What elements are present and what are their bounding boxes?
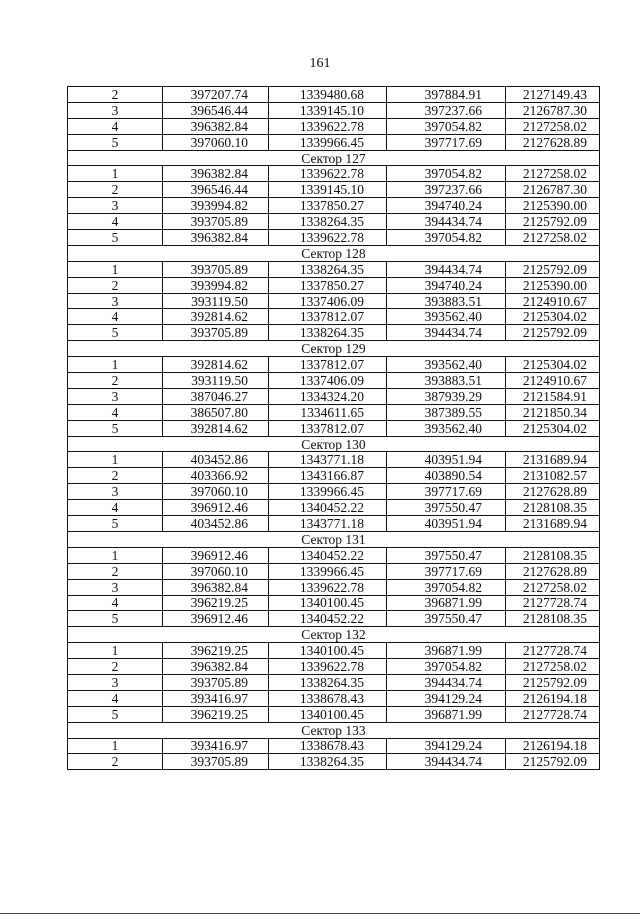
point-number-cell: 5 xyxy=(68,516,163,532)
x-coordinate-cell: 396912.46 xyxy=(163,611,269,627)
y-coordinate-cell: 1339622.78 xyxy=(269,118,387,134)
point-number-cell: 5 xyxy=(68,134,163,150)
x-coordinate-cell: 387046.27 xyxy=(163,388,269,404)
y-coordinate-alt-cell: 2127728.74 xyxy=(506,595,600,611)
y-coordinate-alt-cell: 2125390.00 xyxy=(506,277,600,293)
y-coordinate-cell: 1339966.45 xyxy=(269,484,387,500)
y-coordinate-alt-cell: 2127728.74 xyxy=(506,706,600,722)
y-coordinate-cell: 1337812.07 xyxy=(269,357,387,373)
table-row xyxy=(68,468,600,484)
point-number-cell: 2 xyxy=(68,563,163,579)
y-coordinate-alt-cell: 2126194.18 xyxy=(506,690,600,706)
x-coordinate-alt-cell: 397054.82 xyxy=(387,579,506,595)
table-row xyxy=(68,134,600,150)
x-coordinate-alt-cell: 397054.82 xyxy=(387,659,506,675)
y-coordinate-cell: 1339145.10 xyxy=(269,102,387,118)
point-number-cell: 5 xyxy=(68,611,163,627)
y-coordinate-cell: 1337850.27 xyxy=(269,277,387,293)
table-row xyxy=(68,166,600,182)
point-number-cell: 2 xyxy=(68,182,163,198)
y-coordinate-cell: 1338264.35 xyxy=(269,325,387,341)
y-coordinate-alt-cell: 2125304.02 xyxy=(506,357,600,373)
y-coordinate-cell: 1339622.78 xyxy=(269,579,387,595)
x-coordinate-alt-cell: 397717.69 xyxy=(387,563,506,579)
x-coordinate-alt-cell: 393883.51 xyxy=(387,373,506,389)
table-row xyxy=(68,102,600,118)
table-row xyxy=(68,214,600,230)
x-coordinate-alt-cell: 394434.74 xyxy=(387,754,506,770)
point-number-cell: 4 xyxy=(68,118,163,134)
x-coordinate-alt-cell: 396871.99 xyxy=(387,595,506,611)
y-coordinate-alt-cell: 2127258.02 xyxy=(506,230,600,246)
y-coordinate-alt-cell: 2128108.35 xyxy=(506,611,600,627)
point-number-cell: 3 xyxy=(68,484,163,500)
table-row xyxy=(68,547,600,563)
y-coordinate-alt-cell: 2127628.89 xyxy=(506,484,600,500)
y-coordinate-alt-cell: 2125792.09 xyxy=(506,261,600,277)
y-coordinate-cell: 1339145.10 xyxy=(269,182,387,198)
y-coordinate-cell: 1340100.45 xyxy=(269,706,387,722)
x-coordinate-alt-cell: 397717.69 xyxy=(387,134,506,150)
x-coordinate-alt-cell: 396871.99 xyxy=(387,706,506,722)
table-row xyxy=(68,388,600,404)
y-coordinate-cell: 1340452.22 xyxy=(269,500,387,516)
point-number-cell: 1 xyxy=(68,357,163,373)
table-row xyxy=(68,484,600,500)
table-row xyxy=(68,754,600,770)
y-coordinate-cell: 1339622.78 xyxy=(269,230,387,246)
point-number-cell: 3 xyxy=(68,579,163,595)
y-coordinate-alt-cell: 2125792.09 xyxy=(506,754,600,770)
table-row xyxy=(68,659,600,675)
x-coordinate-alt-cell: 394434.74 xyxy=(387,261,506,277)
sector-label: Сектор 133 xyxy=(68,722,600,738)
x-coordinate-cell: 396382.84 xyxy=(163,579,269,595)
x-coordinate-cell: 403452.86 xyxy=(163,516,269,532)
x-coordinate-alt-cell: 397884.91 xyxy=(387,87,506,103)
x-coordinate-alt-cell: 394129.24 xyxy=(387,690,506,706)
y-coordinate-cell: 1338264.35 xyxy=(269,261,387,277)
point-number-cell: 3 xyxy=(68,198,163,214)
point-number-cell: 2 xyxy=(68,659,163,675)
x-coordinate-alt-cell: 397054.82 xyxy=(387,230,506,246)
sector-header-row xyxy=(68,436,600,452)
x-coordinate-cell: 396912.46 xyxy=(163,500,269,516)
point-number-cell: 4 xyxy=(68,595,163,611)
x-coordinate-cell: 393994.82 xyxy=(163,198,269,214)
x-coordinate-cell: 396546.44 xyxy=(163,102,269,118)
x-coordinate-cell: 393705.89 xyxy=(163,674,269,690)
y-coordinate-cell: 1338678.43 xyxy=(269,690,387,706)
x-coordinate-cell: 392814.62 xyxy=(163,309,269,325)
y-coordinate-cell: 1339966.45 xyxy=(269,134,387,150)
y-coordinate-alt-cell: 2126787.30 xyxy=(506,182,600,198)
y-coordinate-alt-cell: 2126787.30 xyxy=(506,102,600,118)
table-row xyxy=(68,516,600,532)
x-coordinate-cell: 393416.97 xyxy=(163,738,269,754)
point-number-cell: 2 xyxy=(68,468,163,484)
point-number-cell: 4 xyxy=(68,309,163,325)
x-coordinate-cell: 393416.97 xyxy=(163,690,269,706)
x-coordinate-cell: 392814.62 xyxy=(163,357,269,373)
x-coordinate-alt-cell: 403951.94 xyxy=(387,452,506,468)
y-coordinate-alt-cell: 2128108.35 xyxy=(506,547,600,563)
table-row xyxy=(68,563,600,579)
y-coordinate-cell: 1338264.35 xyxy=(269,754,387,770)
table-row xyxy=(68,690,600,706)
y-coordinate-cell: 1339966.45 xyxy=(269,563,387,579)
sector-label: Сектор 128 xyxy=(68,245,600,261)
point-number-cell: 3 xyxy=(68,388,163,404)
x-coordinate-cell: 393119.50 xyxy=(163,373,269,389)
table-row xyxy=(68,309,600,325)
table-row xyxy=(68,738,600,754)
point-number-cell: 2 xyxy=(68,373,163,389)
table-row xyxy=(68,182,600,198)
y-coordinate-cell: 1337406.09 xyxy=(269,293,387,309)
x-coordinate-alt-cell: 394434.74 xyxy=(387,214,506,230)
y-coordinate-alt-cell: 2125792.09 xyxy=(506,325,600,341)
x-coordinate-alt-cell: 393883.51 xyxy=(387,293,506,309)
x-coordinate-alt-cell: 393562.40 xyxy=(387,309,506,325)
table-row xyxy=(68,404,600,420)
y-coordinate-cell: 1343771.18 xyxy=(269,452,387,468)
y-coordinate-cell: 1334324.20 xyxy=(269,388,387,404)
sector-header-row xyxy=(68,531,600,547)
x-coordinate-cell: 397060.10 xyxy=(163,563,269,579)
x-coordinate-cell: 396219.25 xyxy=(163,706,269,722)
x-coordinate-alt-cell: 403951.94 xyxy=(387,516,506,532)
y-coordinate-alt-cell: 2126194.18 xyxy=(506,738,600,754)
y-coordinate-cell: 1339622.78 xyxy=(269,166,387,182)
x-coordinate-alt-cell: 394740.24 xyxy=(387,277,506,293)
sector-header-row xyxy=(68,245,600,261)
x-coordinate-cell: 396382.84 xyxy=(163,118,269,134)
table-row xyxy=(68,500,600,516)
x-coordinate-alt-cell: 394129.24 xyxy=(387,738,506,754)
y-coordinate-cell: 1343166.87 xyxy=(269,468,387,484)
point-number-cell: 5 xyxy=(68,230,163,246)
table-row xyxy=(68,118,600,134)
x-coordinate-cell: 393705.89 xyxy=(163,214,269,230)
table-row xyxy=(68,261,600,277)
y-coordinate-alt-cell: 2128108.35 xyxy=(506,500,600,516)
y-coordinate-cell: 1334611.65 xyxy=(269,404,387,420)
x-coordinate-cell: 393705.89 xyxy=(163,754,269,770)
point-number-cell: 2 xyxy=(68,87,163,103)
point-number-cell: 1 xyxy=(68,547,163,563)
table-row xyxy=(68,706,600,722)
coordinates-table-body xyxy=(68,87,600,770)
table-row xyxy=(68,373,600,389)
point-number-cell: 1 xyxy=(68,261,163,277)
x-coordinate-cell: 397060.10 xyxy=(163,484,269,500)
x-coordinate-cell: 393994.82 xyxy=(163,277,269,293)
table-row xyxy=(68,325,600,341)
point-number-cell: 2 xyxy=(68,277,163,293)
sector-header-row xyxy=(68,722,600,738)
y-coordinate-cell: 1338264.35 xyxy=(269,214,387,230)
y-coordinate-alt-cell: 2127258.02 xyxy=(506,659,600,675)
table-row xyxy=(68,611,600,627)
x-coordinate-alt-cell: 397237.66 xyxy=(387,182,506,198)
point-number-cell: 1 xyxy=(68,166,163,182)
sector-label: Сектор 130 xyxy=(68,436,600,452)
x-coordinate-alt-cell: 396871.99 xyxy=(387,643,506,659)
x-coordinate-cell: 403452.86 xyxy=(163,452,269,468)
y-coordinate-alt-cell: 2121850.34 xyxy=(506,404,600,420)
point-number-cell: 1 xyxy=(68,643,163,659)
y-coordinate-cell: 1340452.22 xyxy=(269,611,387,627)
x-coordinate-cell: 403366.92 xyxy=(163,468,269,484)
y-coordinate-cell: 1337850.27 xyxy=(269,198,387,214)
x-coordinate-alt-cell: 393562.40 xyxy=(387,357,506,373)
x-coordinate-alt-cell: 393562.40 xyxy=(387,420,506,436)
y-coordinate-alt-cell: 2127258.02 xyxy=(506,118,600,134)
sector-label: Сектор 129 xyxy=(68,341,600,357)
x-coordinate-cell: 393119.50 xyxy=(163,293,269,309)
y-coordinate-alt-cell: 2124910.67 xyxy=(506,293,600,309)
x-coordinate-alt-cell: 394740.24 xyxy=(387,198,506,214)
x-coordinate-cell: 393705.89 xyxy=(163,325,269,341)
sector-header-row xyxy=(68,150,600,166)
table-row xyxy=(68,595,600,611)
y-coordinate-cell: 1338264.35 xyxy=(269,674,387,690)
point-number-cell: 4 xyxy=(68,214,163,230)
x-coordinate-cell: 392814.62 xyxy=(163,420,269,436)
table-row xyxy=(68,198,600,214)
y-coordinate-cell: 1338678.43 xyxy=(269,738,387,754)
point-number-cell: 4 xyxy=(68,690,163,706)
x-coordinate-cell: 386507.80 xyxy=(163,404,269,420)
y-coordinate-alt-cell: 2127728.74 xyxy=(506,643,600,659)
y-coordinate-alt-cell: 2131689.94 xyxy=(506,516,600,532)
y-coordinate-cell: 1340452.22 xyxy=(269,547,387,563)
table-row xyxy=(68,452,600,468)
point-number-cell: 1 xyxy=(68,452,163,468)
y-coordinate-alt-cell: 2127628.89 xyxy=(506,134,600,150)
y-coordinate-cell: 1340100.45 xyxy=(269,595,387,611)
table-row xyxy=(68,420,600,436)
x-coordinate-cell: 396382.84 xyxy=(163,659,269,675)
y-coordinate-alt-cell: 2125792.09 xyxy=(506,674,600,690)
x-coordinate-alt-cell: 397717.69 xyxy=(387,484,506,500)
x-coordinate-alt-cell: 397054.82 xyxy=(387,118,506,134)
table-row xyxy=(68,277,600,293)
sector-label: Сектор 132 xyxy=(68,627,600,643)
point-number-cell: 3 xyxy=(68,102,163,118)
y-coordinate-alt-cell: 2127258.02 xyxy=(506,579,600,595)
point-number-cell: 3 xyxy=(68,674,163,690)
y-coordinate-cell: 1343771.18 xyxy=(269,516,387,532)
y-coordinate-alt-cell: 2127628.89 xyxy=(506,563,600,579)
x-coordinate-alt-cell: 403890.54 xyxy=(387,468,506,484)
table-row xyxy=(68,357,600,373)
y-coordinate-cell: 1337406.09 xyxy=(269,373,387,389)
y-coordinate-alt-cell: 2127149.43 xyxy=(506,87,600,103)
x-coordinate-cell: 396382.84 xyxy=(163,166,269,182)
y-coordinate-cell: 1340100.45 xyxy=(269,643,387,659)
y-coordinate-alt-cell: 2127258.02 xyxy=(506,166,600,182)
y-coordinate-alt-cell: 2131082.57 xyxy=(506,468,600,484)
x-coordinate-cell: 396219.25 xyxy=(163,595,269,611)
x-coordinate-alt-cell: 394434.74 xyxy=(387,674,506,690)
x-coordinate-alt-cell: 387389.55 xyxy=(387,404,506,420)
x-coordinate-alt-cell: 387939.29 xyxy=(387,388,506,404)
y-coordinate-cell: 1337812.07 xyxy=(269,420,387,436)
page-number: 161 xyxy=(309,56,331,71)
point-number-cell: 4 xyxy=(68,404,163,420)
point-number-cell: 2 xyxy=(68,754,163,770)
table-row xyxy=(68,579,600,595)
sector-label: Сектор 131 xyxy=(68,531,600,547)
sector-header-row xyxy=(68,341,600,357)
point-number-cell: 3 xyxy=(68,293,163,309)
coordinates-table xyxy=(67,86,600,770)
x-coordinate-cell: 396219.25 xyxy=(163,643,269,659)
point-number-cell: 1 xyxy=(68,738,163,754)
x-coordinate-alt-cell: 397237.66 xyxy=(387,102,506,118)
y-coordinate-alt-cell: 2125304.02 xyxy=(506,309,600,325)
x-coordinate-cell: 393705.89 xyxy=(163,261,269,277)
y-coordinate-alt-cell: 2125390.00 xyxy=(506,198,600,214)
x-coordinate-cell: 396546.44 xyxy=(163,182,269,198)
x-coordinate-alt-cell: 394434.74 xyxy=(387,325,506,341)
x-coordinate-alt-cell: 397550.47 xyxy=(387,611,506,627)
x-coordinate-alt-cell: 397550.47 xyxy=(387,547,506,563)
x-coordinate-cell: 397207.74 xyxy=(163,87,269,103)
x-coordinate-cell: 397060.10 xyxy=(163,134,269,150)
y-coordinate-cell: 1339480.68 xyxy=(269,87,387,103)
x-coordinate-cell: 396382.84 xyxy=(163,230,269,246)
point-number-cell: 5 xyxy=(68,420,163,436)
y-coordinate-cell: 1337812.07 xyxy=(269,309,387,325)
y-coordinate-alt-cell: 2131689.94 xyxy=(506,452,600,468)
table-row xyxy=(68,643,600,659)
y-coordinate-alt-cell: 2124910.67 xyxy=(506,373,600,389)
y-coordinate-cell: 1339622.78 xyxy=(269,659,387,675)
point-number-cell: 5 xyxy=(68,706,163,722)
sector-label: Сектор 127 xyxy=(68,150,600,166)
table-row xyxy=(68,87,600,103)
table-row xyxy=(68,293,600,309)
x-coordinate-alt-cell: 397054.82 xyxy=(387,166,506,182)
y-coordinate-alt-cell: 2125304.02 xyxy=(506,420,600,436)
point-number-cell: 4 xyxy=(68,500,163,516)
point-number-cell: 5 xyxy=(68,325,163,341)
page-bottom-edge xyxy=(0,913,640,914)
y-coordinate-alt-cell: 2121584.91 xyxy=(506,388,600,404)
table-row xyxy=(68,230,600,246)
table-row xyxy=(68,674,600,690)
sector-header-row xyxy=(68,627,600,643)
x-coordinate-alt-cell: 397550.47 xyxy=(387,500,506,516)
x-coordinate-cell: 396912.46 xyxy=(163,547,269,563)
y-coordinate-alt-cell: 2125792.09 xyxy=(506,214,600,230)
